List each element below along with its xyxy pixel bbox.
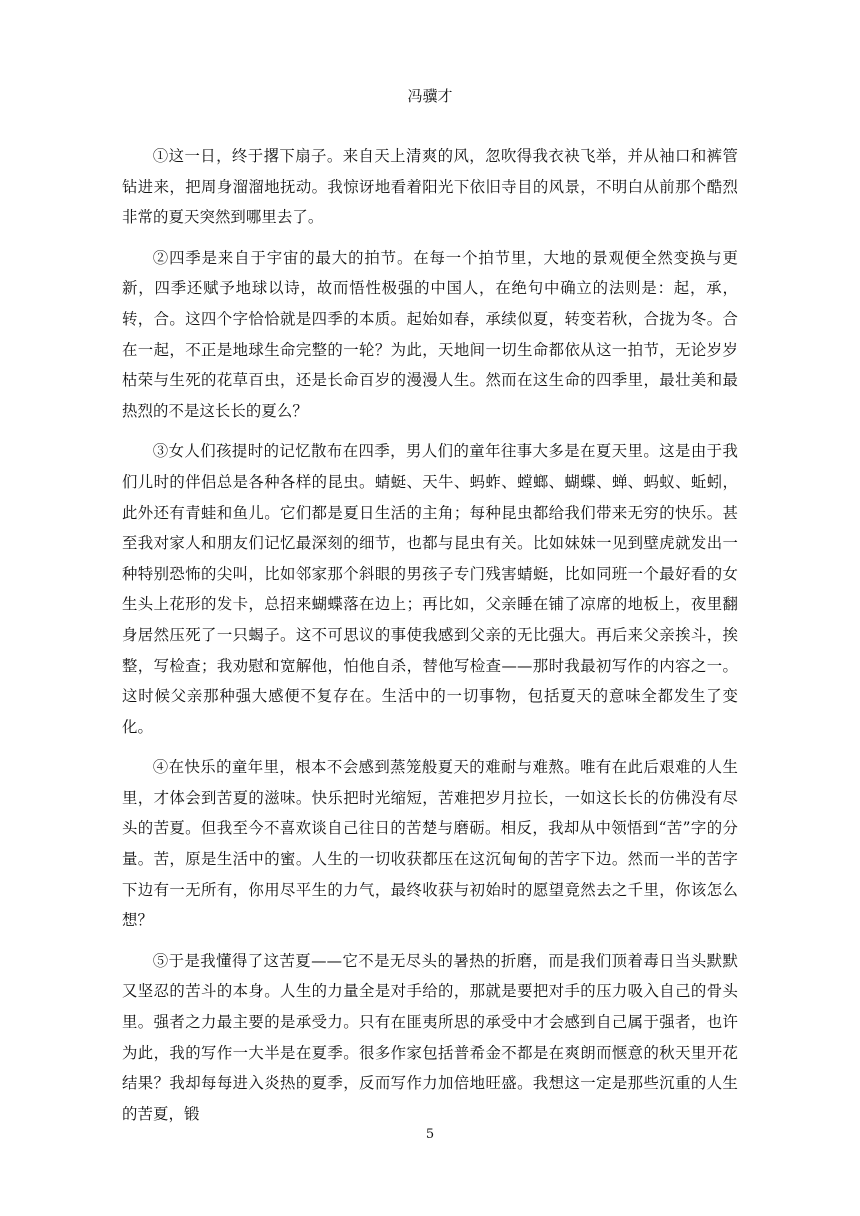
paragraph-1: ①这一日，终于撂下扇子。来自天上清爽的风，忽吹得我衣袂飞举，并从袖口和裤管钻进来，把周身溜溜地抚动。我惊讶地看着阳光下依旧寺目的风景，不明白从前那个酷烈非常的夏天突然到哪里去了。 <box>122 147 738 227</box>
page-number: 5 <box>425 1127 435 1142</box>
paragraph-4: ④在快乐的童年里，根本不会感到蒸笼般夏天的难耐与难熬。唯有在此后艰难的人生里，才体会到苦夏的滋味。快乐把时光缩短，苦难把岁月拉长，一如这长长的仿佛没有尽头的苦夏。但我至今不喜欢谈自己往日的苦楚与磨砺。相反，我却从中领悟到“苦”字的分量。苦，原是生活中的蜜。人生的一切收获都压在这沉甸甸的苦字下边。然而一半的苦字下边有一无所有，你用尽平生的力气，最终收获与初始时的愿望竟然去之千里，你该怎么想？ <box>122 758 738 930</box>
article-body <box>122 141 738 1139</box>
paragraph-5: ⑤于是我懂得了这苦夏——它不是无尽头的暑热的折磨，而是我们顶着毒日当头默默又坚忍的苦斗的本身。人生的力量全是对手给的，那就是要把对手的压力吸入自己的骨头里。强者之力最主要的是承受力。只有在匪夷所思的承受中才会感到自己属于强者，也许为此，我的写作一大半是在夏季。很多作家包括普希金不都是在爽朗而惬意的秋天里开花结果？我却每每进入炎热的夏季，反而写作力加倍地旺盛。我想这一定是那些沉重的人生的苦夏，锻 <box>122 951 738 1123</box>
paragraph-3: ③女人们孩提时的记忆散布在四季，男人们的童年往事大多是在夏天里。这是由于我们儿时的伴侣总是各种各样的昆虫。蜻蜓、天牛、蚂蚱、螳螂、蝴蝶、蝉、蚂蚁、蚯蚓，此外还有青蛙和鱼儿。它们都是夏日生活的主角；每种昆虫都给我们带来无穷的快乐。甚至我对家人和朋友们记忆最深刻的细节，也都与昆虫有关。比如妹妹一见到壁虎就发出一种特别恐怖的尖叫，比如邻家那个斜眼的男孩子专门残害蜻蜓，比如同班一个最好看的女生头上花形的发卡，总招来蝴蝶落在边上；再比如，父亲睡在铺了凉席的地板上，夜里翻身居然压死了一只蝎子。这不可思议的事使我感到父亲的无比强大。再后来父亲挨斗，挨整，写检查；我劝慰和宽解他，怕他自杀，替他写检查——那时我最初写作的内容之一。这时候父亲那种强大感便不复存在。生活中的一切事物，包括夏天的意味全都发生了变化。 <box>122 442 738 736</box>
paragraph-2: ②四季是来自于宇宙的最大的拍节。在每一个拍节里，大地的景观便全然变换与更新，四季还赋予地球以诗，故而悟性极强的中国人，在绝句中确立的法则是：起，承，转，合。这四个字恰恰就是四季的本质。起始如春，承续似夏，转变若秋，合拢为冬。合在一起，不正是地球生命完整的一轮？为此，天地间一切生命都依从这一拍节，无论岁岁枯荣与生死的花草百虫，还是长命百岁的漫漫人生。然而在这生命的四季里，最壮美和最热烈的不是这长长的夏么？ <box>122 248 738 420</box>
author-name: 冯骥才 <box>407 87 453 105</box>
